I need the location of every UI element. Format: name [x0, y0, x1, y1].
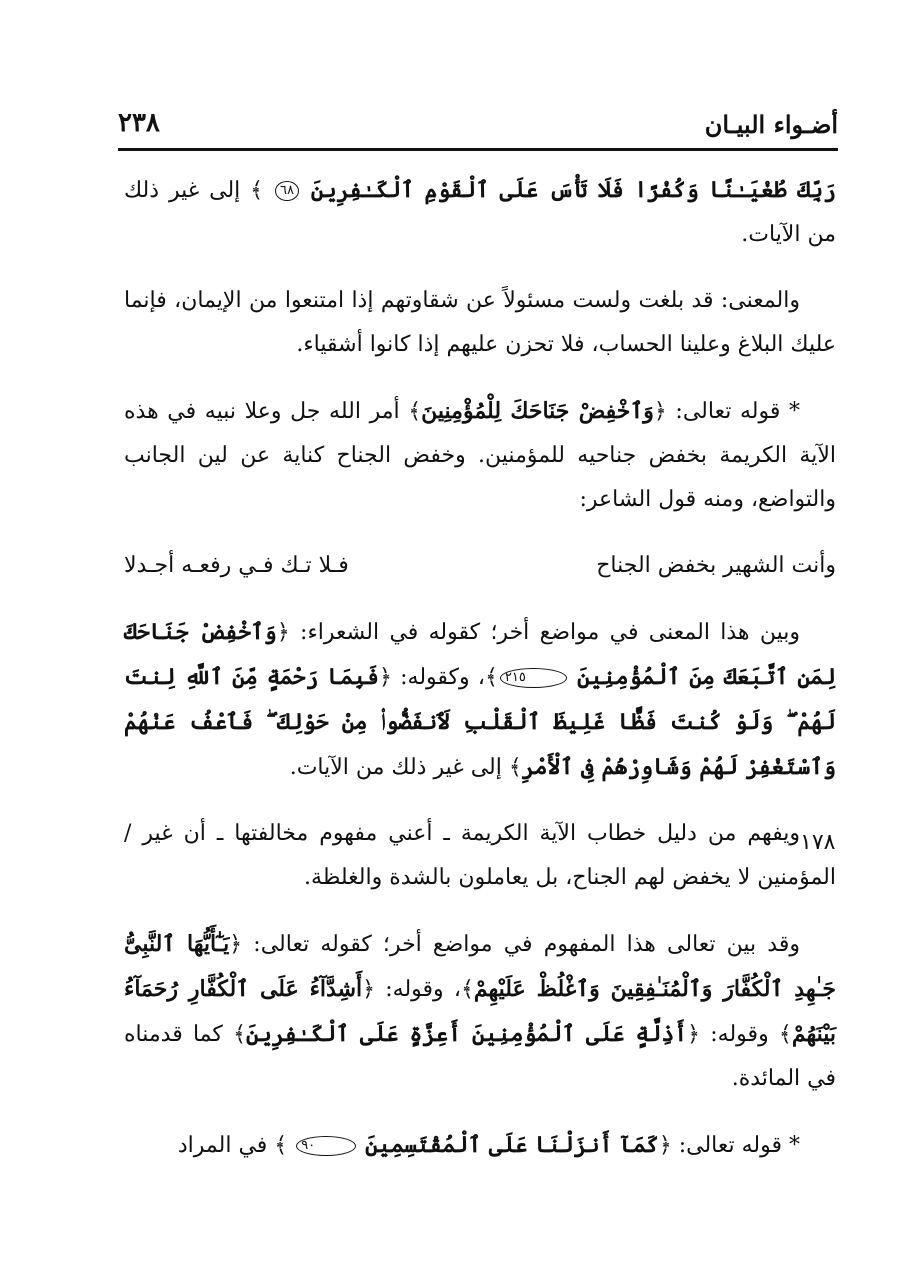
- paragraph-7: [124, 1123, 836, 1168]
- quran-verse: يَـٰٓأَيُّهَا ٱلنَّبِىُّ جَـٰهِدِ ٱلْكُفَّارَ وَٱلْمُنَـٰفِقِينَ وَٱغْلُظْ عَلَيْهِمْ: [124, 931, 837, 1002]
- page-number: ٢٣٨: [118, 108, 160, 138]
- hemistich-second: فـلا تـك فـي رفعـه أجـدلا: [124, 553, 349, 578]
- quran-verse: فَبِمَا رَحْمَةٍ مِّنَ ٱللَّهِ لِنتَ لَهُمْ ۖ وَلَوْ كُنتَ فَظًّا غَلِيظَ ٱلْقَلْبِ لَٱنفَضُّوا۟ مِنْ حَوْلِكَ ۖ فَٱعْفُ عَنْهُمْ وَٱسْتَغْفِرْ لَهُمْ وَشَاوِرْهُمْ فِى ٱلْأَمْرِ: [124, 664, 836, 780]
- paragraph-3: [124, 389, 836, 522]
- paragraph-1: [124, 168, 836, 257]
- paragraph-4: [124, 610, 836, 790]
- quran-verse: وَٱخْفِضْ جَنَاحَكَ لِلْمُؤْمِنِينَ: [421, 398, 654, 424]
- body-text: [124, 168, 836, 1190]
- verse-number: ٩٠: [296, 1136, 356, 1156]
- paragraph-text: ﴾ كما قدمناه في المائدة.: [124, 1022, 836, 1091]
- header-rule: [118, 148, 838, 151]
- paragraph-5: [124, 812, 836, 900]
- verse-number: ٢١٥: [500, 668, 567, 688]
- paragraph-text: والمعنى: قد بلغت ولست مسئولاً عن شقاوتهم إذا امتنعوا من الإيمان، فإنما عليك البلاغ وعلينا الحساب، فلا تحزن عليهم إذا كانوا أشقياء.: [124, 288, 836, 357]
- paragraph-text: ﴾ وقوله: ﴿: [687, 1022, 792, 1047]
- paragraph-lead: * قوله تعالى: ﴿: [658, 1133, 800, 1158]
- paragraph-lead: وقد بين تعالى هذا المفهوم في مواضع أخر؛ كقوله تعالى: ﴿: [229, 932, 800, 957]
- paragraph-text: ﴾ أمر الله جل وعلا نبيه في هذه الآية الكريمة بخفض جناحيه للمؤمنين. وخفض الجناح كناية عن لين الجانب والتواضع، ومنه قول الشاعر:: [124, 399, 836, 512]
- paragraph-2: [124, 279, 836, 367]
- paragraph-6: [124, 922, 836, 1101]
- paragraph-text: ويفهم من دليل خطاب الآية الكريمة ـ أعني مفهوم مخالفتها ـ أن غير / المؤمنين لا يخفض لهم الجناح، بل يعاملون بالشدة والغلظة.: [124, 821, 836, 890]
- paragraph-text: ﴾، وكقوله: ﴿: [378, 665, 498, 690]
- quran-verse: رَبِّكَ طُغْيَـٰنًا وَكُفْرًا فَلَا تَأْسَ عَلَى ٱلْقَوْمِ ٱلْكَـٰفِرِينَ: [310, 177, 836, 203]
- running-title: أضـواء البيـان: [704, 110, 838, 139]
- quran-verse: أَذِلَّةٍ عَلَى ٱلْمُؤْمِنِينَ أَعِزَّةٍ عَلَى ٱلْكَـٰفِرِينَ: [245, 1021, 688, 1047]
- hemistich-first: وأنت الشهير بخفض الجناح: [596, 553, 836, 578]
- poetry-verse: [124, 544, 836, 588]
- quran-verse: أَشِدَّآءُ عَلَى ٱلْكُفَّارِ رُحَمَآءُ بَيْنَهُمْ: [124, 976, 836, 1047]
- paragraph-lead: * قوله تعالى: ﴿: [653, 399, 800, 424]
- paragraph-text: ﴾ إلى غير ذلك من الآيات.: [124, 178, 836, 247]
- margin-page-reference: ١٧٨: [800, 830, 836, 855]
- paragraph-text: ﴾ في المراد: [177, 1133, 288, 1158]
- quran-verse: كَمَآ أَنزَلْنَا عَلَى ٱلْمُقْتَسِمِينَ: [365, 1132, 659, 1158]
- paragraph-text: ﴾، وقوله: ﴿: [362, 977, 474, 1002]
- paragraph-text: ﴾ إلى غير ذلك من الآيات.: [289, 755, 522, 780]
- page-header: [118, 104, 838, 148]
- paragraph-lead: وبين هذا المعنى في مواضع أخر؛ كقوله في الشعراء: ﴿: [276, 620, 800, 645]
- verse-number: ٦٨: [275, 181, 299, 201]
- quran-verse: وَٱخْفِضْ جَنَاحَكَ لِمَنِ ٱتَّبَعَكَ مِنَ ٱلْمُؤْمِنِينَ: [124, 619, 836, 690]
